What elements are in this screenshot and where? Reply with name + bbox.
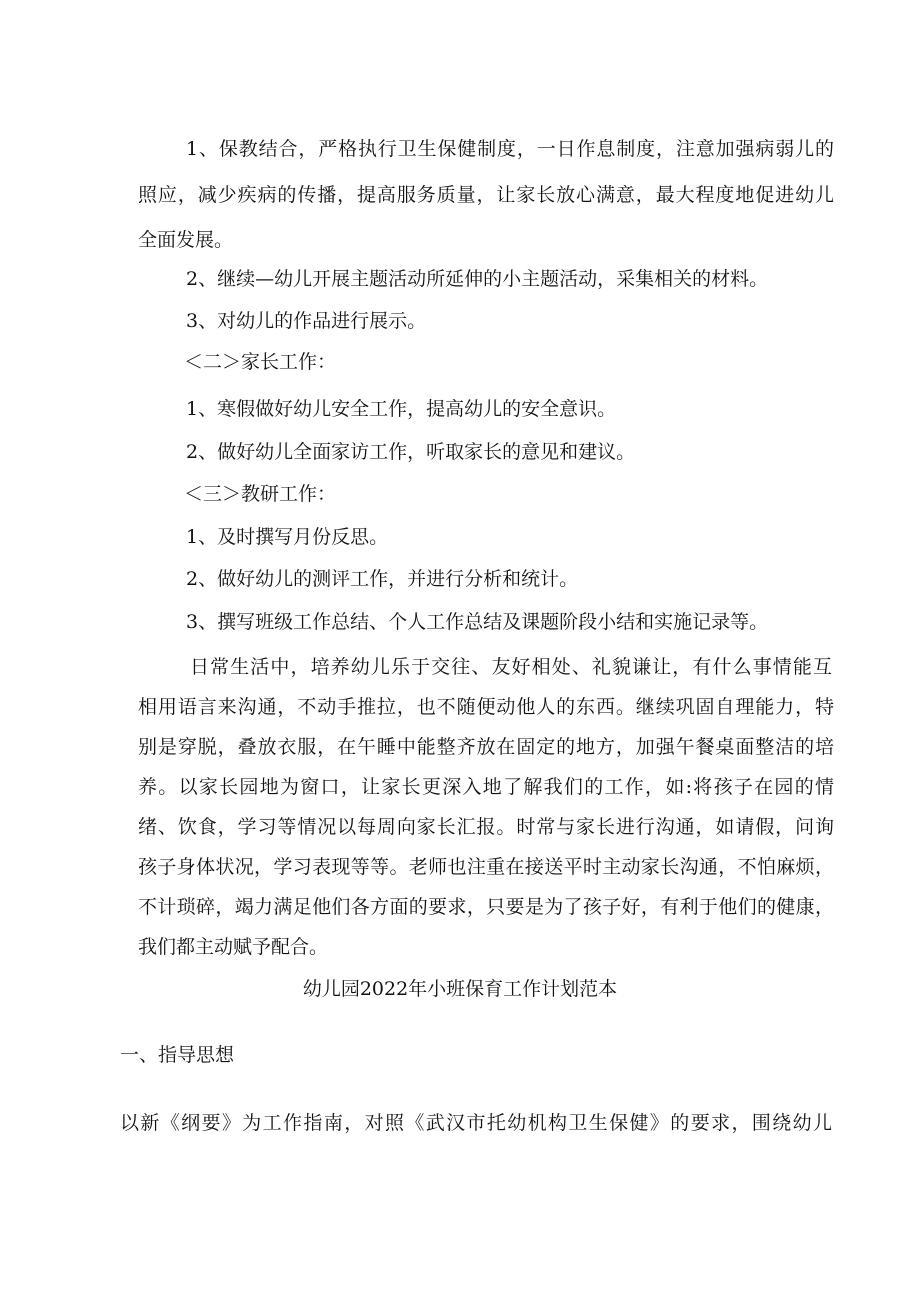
- guiding-text: 以新《纲要》为工作指南，对照《武汉市托幼机构卫生保健》的要求，围绕幼儿: [120, 1112, 832, 1134]
- guiding-heading: 一、指导思想: [120, 1044, 235, 1066]
- document-title: 幼儿园2022年小班保育工作计划范本: [302, 978, 618, 1000]
- daily-life-line-3: 别是穿脱，叠放衣服，在午睡中能整齐放在固定的地方，加强午餐桌面整洁的培: [138, 736, 834, 758]
- item-3: 3、对幼儿的作品进行展示。: [186, 310, 427, 332]
- daily-life-line-5: 绪、饮食，学习等情况以每周向家长汇报。时常与家长进行沟通，如请假，问询: [138, 816, 834, 838]
- daily-life-line-2: 相用语言来沟通，不动手推拉，也不随便动他人的东西。继续巩固自理能力，特: [138, 696, 834, 718]
- item-1-line-1: 1、保教结合，严格执行卫生保健制度，一日作息制度，注意加强病弱儿的: [186, 138, 834, 160]
- daily-life-line-6: 孩子身体状况，学习表现等等。老师也注重在接送平时主动家长沟通，不怕麻烦，: [138, 856, 834, 878]
- daily-life-line-4: 养。以家长园地为窗口，让家长更深入地了解我们的工作，如:将孩子在园的情: [138, 776, 834, 798]
- daily-life-line-8: 我们都主动赋予配合。: [138, 936, 329, 958]
- research-work-item-3: 3、撰写班级工作总结、个人工作总结及课题阶段小结和实施记录等。: [186, 611, 769, 633]
- parent-work-item-1: 1、寒假做好幼儿安全工作，提高幼儿的安全意识。: [186, 398, 617, 420]
- research-work-heading: ＜三＞教研工作：: [184, 483, 337, 505]
- item-1-line-3: 全面发展。: [138, 229, 234, 251]
- research-work-item-2: 2、做好幼儿的测评工作，并进行分析和统计。: [186, 568, 579, 590]
- parent-work-item-2: 2、做好幼儿全面家访工作，听取家长的意见和建议。: [186, 441, 636, 463]
- research-work-item-1: 1、及时撰写月份反思。: [186, 526, 389, 548]
- daily-life-line-1: 日常生活中，培养幼儿乐于交往、友好相处、礼貌谦让，有什么事情能互: [190, 656, 832, 678]
- item-1-line-2: 照应，减少疾病的传播，提高服务质量，让家长放心满意，最大程度地促进幼儿: [138, 184, 834, 206]
- parent-work-heading: ＜二＞家长工作：: [184, 351, 337, 373]
- item-2: 2、继续—幼儿开展主题活动所延伸的小主题活动，采集相关的材料。: [186, 268, 769, 290]
- daily-life-line-7: 不计琐碎，竭力满足他们各方面的要求，只要是为了孩子好，有利于他们的健康，: [138, 896, 834, 918]
